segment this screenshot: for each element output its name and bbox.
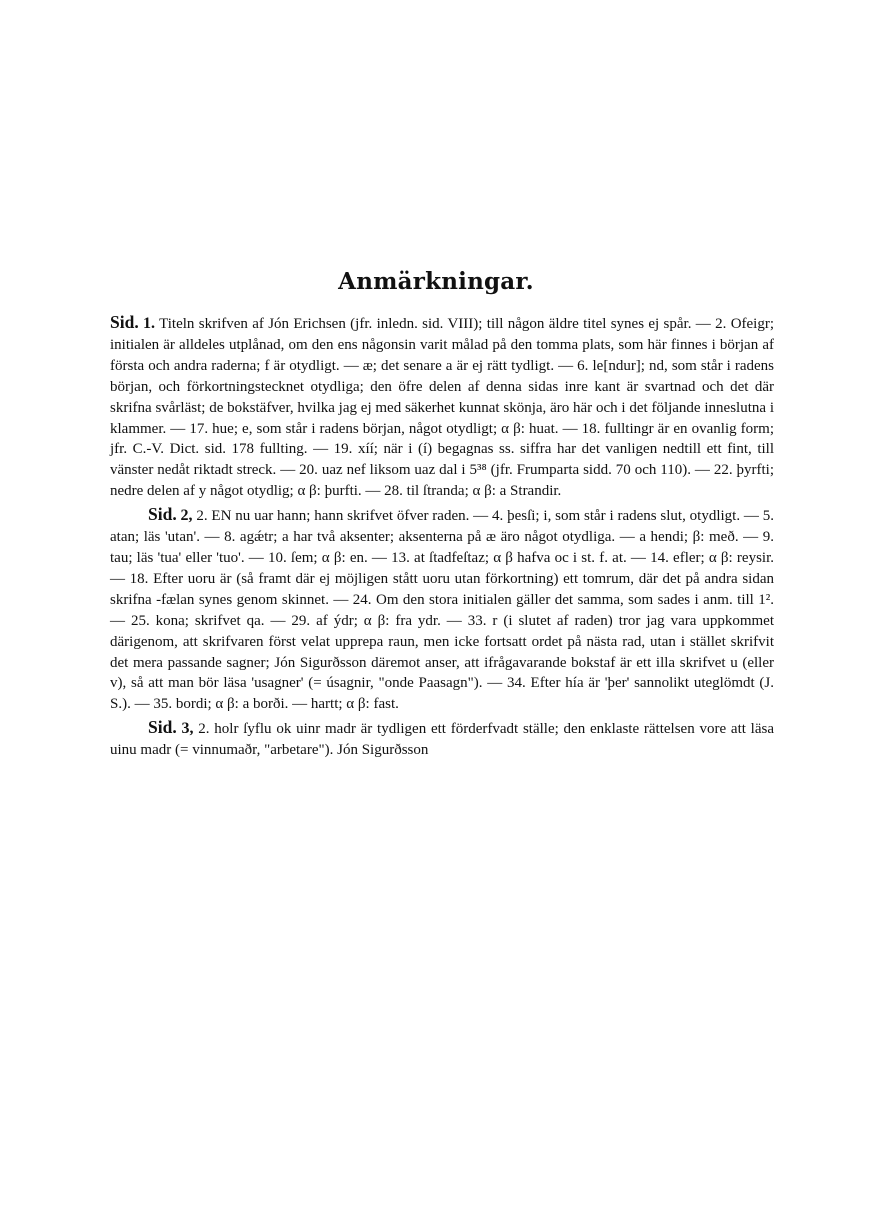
section-text: 2. EN nu uar hann; hann skrifvet öfver raden. — 4. þesſi; i, som står i radens slut, otydligt. — 5. atan; läs 'utan'. — 8. agǽtr; a har två aksenter; aksenterna på æ äro något otydliga. — a hendi; β: með. — 9. tau; läs 'tua' eller 'tuo'. — 10. ſem; α β: en. — 13. at ſtadfeſtaz; α β hafva oc i st. f. at. — 14. efler; α β: reysir. — 18. Efter uoru är (så framt där ej möjligen stått uoru utan förkortning) ett tomrum, där det på andra sidan skrifna -fælan synes genom skinnet. — 24. Om den stora initialen gäller det samma, som sades i anm. till 1². — 25. kona; skrifvet qa. — 29. af ýdr; α β: fra ydr. — 33. r (i slutet af raden) tror jag vara uppkommet därigenom, att skrifvaren först velat upprepa raun, men icke fortsatt ordet på nästa rad, utan i stället skrifvit det mera passande sagner; Jón Sigurðsson däremot anser, att ifrågavarande bokstaf är ett illa skrifvet u (eller v), så att man bör läsa 'usagner' (= úsagnir, "onde Paasagn"). — 34. Efter hía är 'þer' sannolikt uteglömdt (J. S.). — 35. bordi; α β: a borði. — hartt; α β: fast. <box>110 508 774 713</box>
section-lead: Sid. <box>148 504 177 525</box>
page-title: Anmärkningar. <box>338 268 534 295</box>
section-number: 2, <box>180 507 193 525</box>
section-text: Titeln skrifven af Jón Erichsen (jfr. inledn. sid. VIII); till någon äldre titel synes ej spår. — 2. Ofeigr; initialen är alldeles utplånad, om den ens någonsin varit målad på den tomma plats, som här finnes i början af första och andra raderna; f är otydligt. — æ; det senare a är ej rätt tydligt. — 6. le[ndur]; nd, som står i radens början, och förkortningstecknet otydliga; den öfre delen af denna sidas inre kant är svartnad och det där skrifna svårläst; de bokstäfver, hvilka jag ej med säkerhet kunnat skönja, äro här och i det följande inneslutna i klammer. — 17. hue; e, som står i radens början, något otydligt; α β: huat. — 18. fulltingr är en ovanlig form; jfr. C.-V. Dict. sid. 178 fullting. — 19. xíí; när i (í) begagnas ss. siffra har det vanligen nedtill ett fint, till vänster nedåt riktadt streck. — 20. uaz nef liksom uaz dal i 5³⁸ (jfr. Frumparta sidd. 70 och 110). — 22. þyrfti; nedre delen af y något otydlig; α β: þurfti. — 28. til ſtranda; α β: a Strandir. <box>110 316 775 500</box>
annotation-section <box>110 504 774 715</box>
section-lead: Sid. <box>148 717 177 738</box>
section-text: 2. holr ſyflu ok uinr madr är tydligen ett förderfvadt ställe; den enklaste rättelsen vore att läsa uinu madr (= vinnumaðr, "arbetare"). Jón Sigurðsson <box>110 721 774 759</box>
annotation-section <box>110 717 774 761</box>
section-number: 3, <box>181 720 194 738</box>
section-lead: Sid. <box>110 312 139 332</box>
annotations-body <box>110 312 774 763</box>
annotation-section <box>110 312 774 502</box>
section-number: 1. <box>143 315 156 332</box>
